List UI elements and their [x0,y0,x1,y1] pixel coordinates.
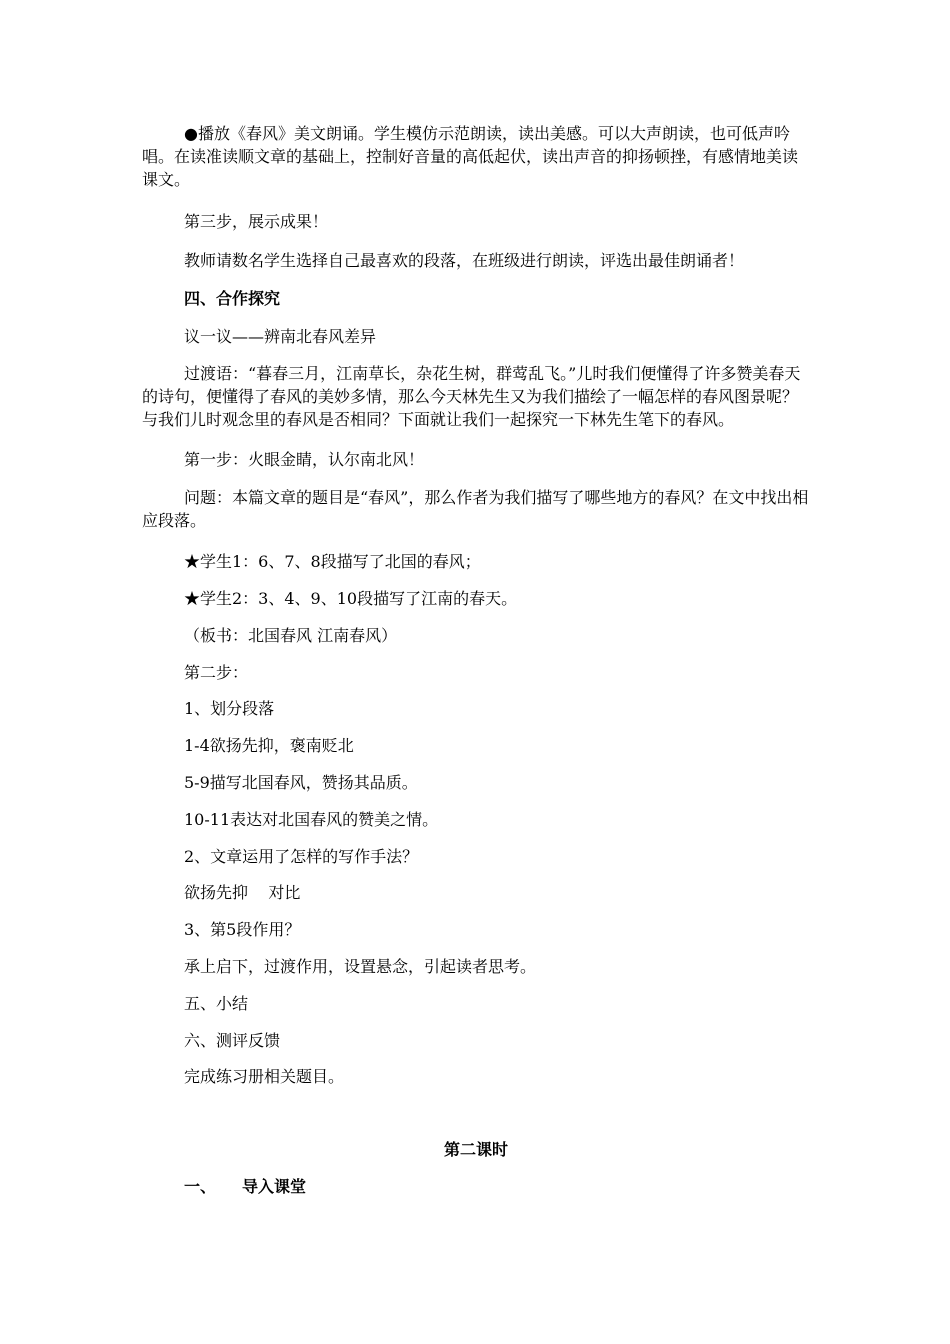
paragraph-question: 问题：本篇文章的题目是“春风”，那么作者为我们描写了哪些地方的春风？在文中找出相应段落。 [142,488,809,530]
heading-number: 一、 [184,1177,217,1196]
item-1-a: 1-4欲扬先抑，褒南贬北 [184,736,354,755]
board-note: （板书：北国春风 江南春风） [184,626,398,645]
section-heading-5: 五、小结 [184,994,249,1013]
paragraph-teacher: 教师请数名学生选择自己最喜欢的段落，在班级进行朗读，评选出最佳朗诵者！ [184,251,745,270]
paragraph-recitation: ●播放《春风》美文朗诵。学生模仿示范朗读，读出美感。可以大声朗读，也可低声吟唱。在读准读顺文章的基础上，控制好音量的高低起伏，读出声音的抑扬顿挫，有感情地美读课文。 [142,124,799,189]
lesson-two-title: 第二课时 [443,1140,508,1159]
practice-note: 完成练习册相关题目。 [184,1067,345,1086]
item-2: 2、文章运用了怎样的写作手法？ [184,847,419,866]
section-heading-4: 四、合作探究 [184,289,281,308]
step-one: 第一步：火眼金睛，认尔南北风！ [184,450,425,469]
item-1-b: 5-9描写北国春风，赞扬其品质。 [184,773,418,792]
item-3-answer: 承上启下，过渡作用，设置悬念，引起读者思考。 [184,957,537,976]
paragraph-transition: 过渡语：“暮春三月，江南草长，杂花生树，群莺乱飞。”儿时我们便懂得了许多赞美春天的诗句，便懂得了春风的美妙多情，那么今天林先生又为我们描绘了一幅怎样的春风图景呢？与我们儿时观念里的春风是否相同？下面就让我们一起探究一下林先生笔下的春风。 [142,364,801,429]
lesson-two-heading-1 [184,1175,824,1198]
step-two: 第二步： [184,663,249,682]
section-heading-6: 六、测评反馈 [184,1031,281,1050]
item-2-answer: 欲扬先抑 对比 [184,883,301,902]
step-three: 第三步，展示成果！ [184,212,329,231]
item-1-c: 10-11表达对北国春风的赞美之情。 [184,810,439,829]
item-3: 3、第5段作用？ [184,920,301,939]
heading-text: 导入课堂 [242,1177,307,1196]
student-answer-1: ★学生1：6、7、8段描写了北国的春风； [184,552,481,571]
discussion-title: 议一议——辨南北春风差异 [184,327,377,346]
item-1: 1、划分段落 [184,699,275,718]
student-answer-2: ★学生2：3、4、9、10段描写了江南的春天。 [184,589,518,608]
